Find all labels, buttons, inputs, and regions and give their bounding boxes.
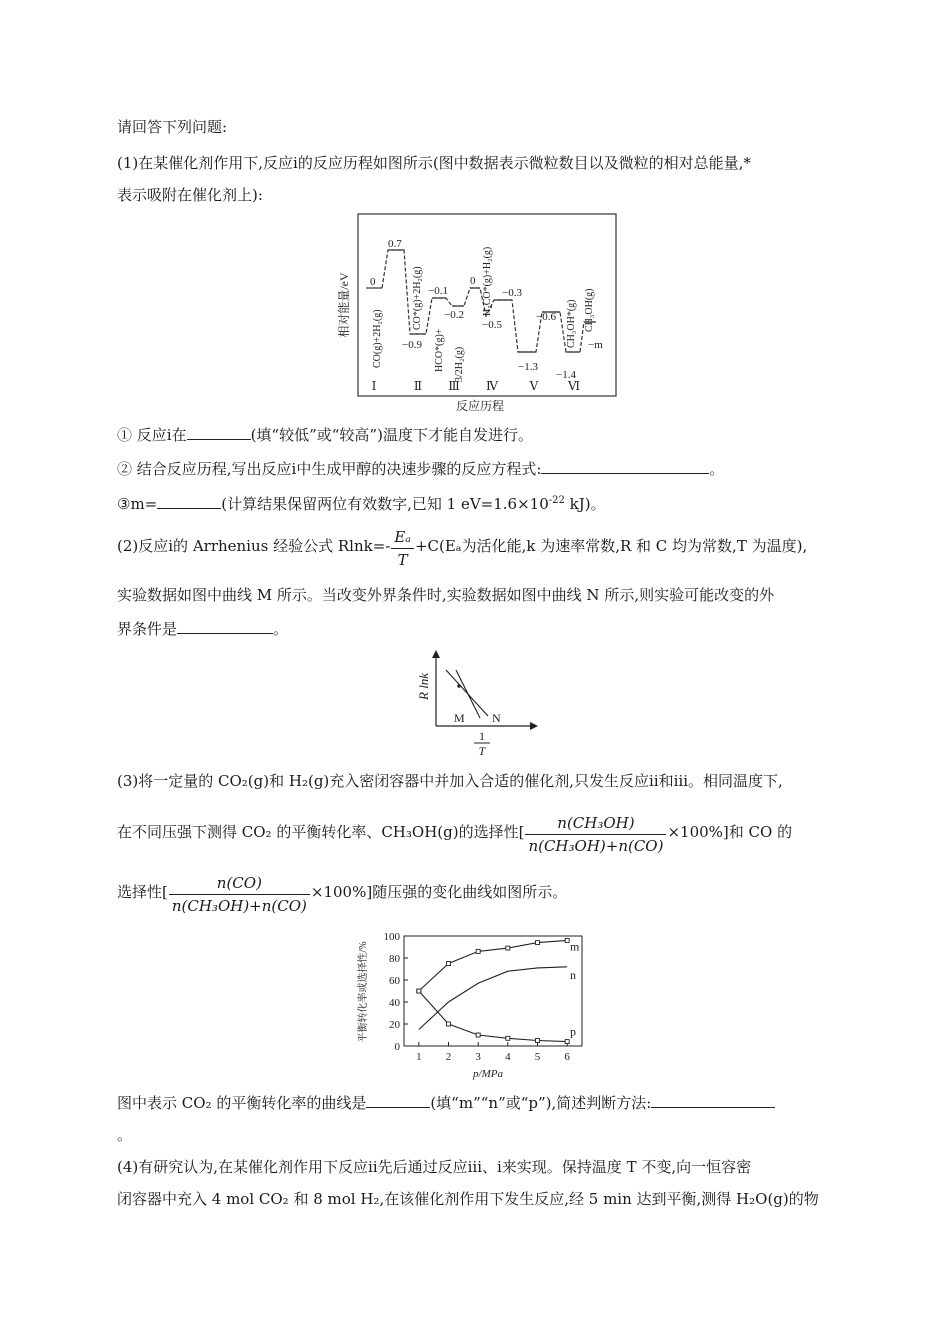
series-line-m <box>419 940 567 991</box>
data-point-p <box>447 1022 451 1026</box>
intro-text: 请回答下列问题: <box>117 118 228 136</box>
y-tick-label: 100 <box>383 931 400 943</box>
data-point-p <box>476 1033 480 1037</box>
chart-y-label: 平衡转化率或选择性/% <box>358 941 369 1043</box>
x-tick-label: 2 <box>445 1051 452 1063</box>
x-tick-label: 1 <box>416 1051 422 1063</box>
data-point-p <box>536 1039 540 1043</box>
energy-label-10: −1.4 <box>556 369 576 381</box>
q1-sub1: ① 反应ⅰ在 (填“较低”或“较高”)温度下才能自发进行。 <box>117 426 533 444</box>
data-point-p <box>417 989 421 993</box>
energy-label-8: −1.3 <box>518 361 538 373</box>
x-tick-label: 5 <box>534 1051 541 1063</box>
energy-x-label: 反应历程 <box>455 399 505 413</box>
q2-line2: 实验数据如图中曲线 M 所示。当改变外界条件时,实验数据如图中曲线 N 所示,则实验可能改变的外 <box>117 586 775 604</box>
answer-blank-2[interactable] <box>541 459 709 474</box>
chart-frame <box>404 936 582 1046</box>
stage-6: Ⅵ <box>567 379 581 393</box>
q1-stem-line1: (1)在某催化剂作用下,反应ⅰ的反应历程如图所示(图中数据表示微粒数目以及微粒的相对总能量,* <box>117 154 751 172</box>
species-labels <box>372 247 595 382</box>
stage-3: Ⅲ <box>448 379 460 393</box>
data-point-p <box>506 1036 510 1040</box>
q3-line2: 在不同压强下测得 CO₂ 的平衡转化率、CH₃OH(g)的选择性[ $\frac{\text{n(CH₃OH)}}{\text{n(CH₃OH)+n(CO)}}$ ×100%]和 CO 的 <box>117 814 793 855</box>
answer-blank-5[interactable] <box>366 1093 430 1108</box>
energy-levels <box>366 250 596 352</box>
chart-x-label: p/MPa <box>473 1068 503 1080</box>
answer-blank-6[interactable] <box>651 1093 775 1108</box>
x-tick-label: 3 <box>475 1051 481 1063</box>
data-point-p <box>565 1040 569 1044</box>
species-0: CO(g)+2H₂(g) <box>372 309 383 368</box>
arrhenius-plot <box>412 648 542 760</box>
species-6: CH₃OH(g) <box>584 288 595 332</box>
y-tick-label: 40 <box>389 997 400 1009</box>
energy-label-5: 0 <box>470 275 476 287</box>
energy-label-2: −0.9 <box>402 339 422 351</box>
stage-4: Ⅳ <box>486 379 498 393</box>
q4-line1: (4)有研究认为,在某催化剂作用下反应ⅱ先后通过反应ⅲ、ⅰ来实现。保持温度 T 不变,向一恒容密 <box>117 1158 752 1176</box>
stage-1: Ⅰ <box>371 379 377 393</box>
species-3: 3/2H₂(g) <box>454 346 465 382</box>
energy-label-6: −0.5 <box>482 319 502 331</box>
series-line-p <box>419 991 567 1042</box>
y-tick-label: 80 <box>389 953 400 965</box>
q3-line3: 选择性[ $\frac{n(CO)}{\text{n(CH₃OH)+n(CO)}}$ ×100%]随压强的变化曲线如图所示。 <box>117 874 568 915</box>
q2-line3: 界条件是 。 <box>117 620 289 638</box>
series-label-n: n <box>570 967 576 982</box>
q3-line5: 。 <box>117 1126 133 1144</box>
stage-2: Ⅱ <box>413 379 423 393</box>
q1-sub2: ② 结合反应历程,写出反应ⅰ中生成甲醇的决速步骤的反应方程式: 。 <box>117 460 725 478</box>
series-line-n <box>419 967 567 1030</box>
q3-line4: 图中表示 CO₂ 的平衡转化率的曲线是 (填“m”“n”或“p”),简述判断方法: <box>117 1092 775 1114</box>
xlabel-num: 1 <box>479 729 485 743</box>
pressure-chart <box>350 922 590 1082</box>
energy-label-4: −0.2 <box>444 309 464 321</box>
species-2: HCO*(g)+ <box>434 328 445 372</box>
species-1: CO*(g)+2H₂(g) <box>412 266 423 330</box>
answer-blank-4[interactable] <box>177 619 273 634</box>
x-tick-label: 4 <box>505 1051 511 1063</box>
stage-5: Ⅴ <box>529 379 539 393</box>
data-point-m <box>506 946 510 950</box>
data-point-m <box>536 941 540 945</box>
q1-stem-line2: 表示吸附在催化剂上): <box>117 186 263 204</box>
x-tick-label: 6 <box>564 1051 570 1063</box>
energy-y-label: 相对能量/eV <box>337 272 351 338</box>
label-n: N <box>492 711 501 725</box>
data-point-m <box>447 962 451 966</box>
q4-line2: 闭容器中充入 4 mol CO₂ 和 8 mol H₂,在该催化剂作用下发生反应,经 5 min 达到平衡,测得 H₂O(g)的物 <box>117 1190 819 1208</box>
energy-label-9: −0.6 <box>536 311 556 323</box>
energy-label-0: 0 <box>370 276 376 288</box>
energy-profile-diagram <box>330 210 620 420</box>
species-4: H₂CO*(g)+H₂(g) <box>482 246 493 316</box>
energy-label-7: −0.3 <box>502 287 522 299</box>
q3-line1: (3)将一定量的 CO₂(g)和 H₂(g)充入密闭容器中并加入合适的催化剂,只发生反应ⅱ和ⅲ。相同温度下, <box>117 772 783 790</box>
data-point-m <box>565 938 569 942</box>
series-label-m: m <box>570 939 580 954</box>
energy-label-3: −0.1 <box>428 285 448 297</box>
xlabel-den: T <box>478 744 486 758</box>
y-tick-label: 60 <box>389 975 400 987</box>
answer-blank-3[interactable] <box>157 494 221 509</box>
q2-line1: (2)反应ⅰ的 Arrhenius 经验公式 Rlnk=- $\frac{\text{Eₐ}}{T}$ +C(Eₐ为活化能,k 为速率常数,R 和 C 均为常数,T 为温度), <box>117 528 808 569</box>
stage-numerals <box>372 379 580 393</box>
label-m: M <box>454 711 465 725</box>
answer-blank-1[interactable] <box>187 425 251 440</box>
y-tick-label: 20 <box>389 1019 400 1031</box>
energy-label-11: −m <box>588 339 603 351</box>
energy-label-1: 0.7 <box>388 238 402 250</box>
species-5: CH₃OH*(g) <box>566 299 577 348</box>
arrhenius-y-label: R lnk <box>416 672 431 700</box>
data-point-m <box>476 949 480 953</box>
series-label-p: p <box>570 1024 576 1039</box>
q1-sub3: ③m= (计算结果保留两位有效数字,已知 1 $eV=1.6\times 10^{-22}$ kJ)。 <box>117 495 606 513</box>
y-tick-label: 0 <box>394 1041 400 1053</box>
